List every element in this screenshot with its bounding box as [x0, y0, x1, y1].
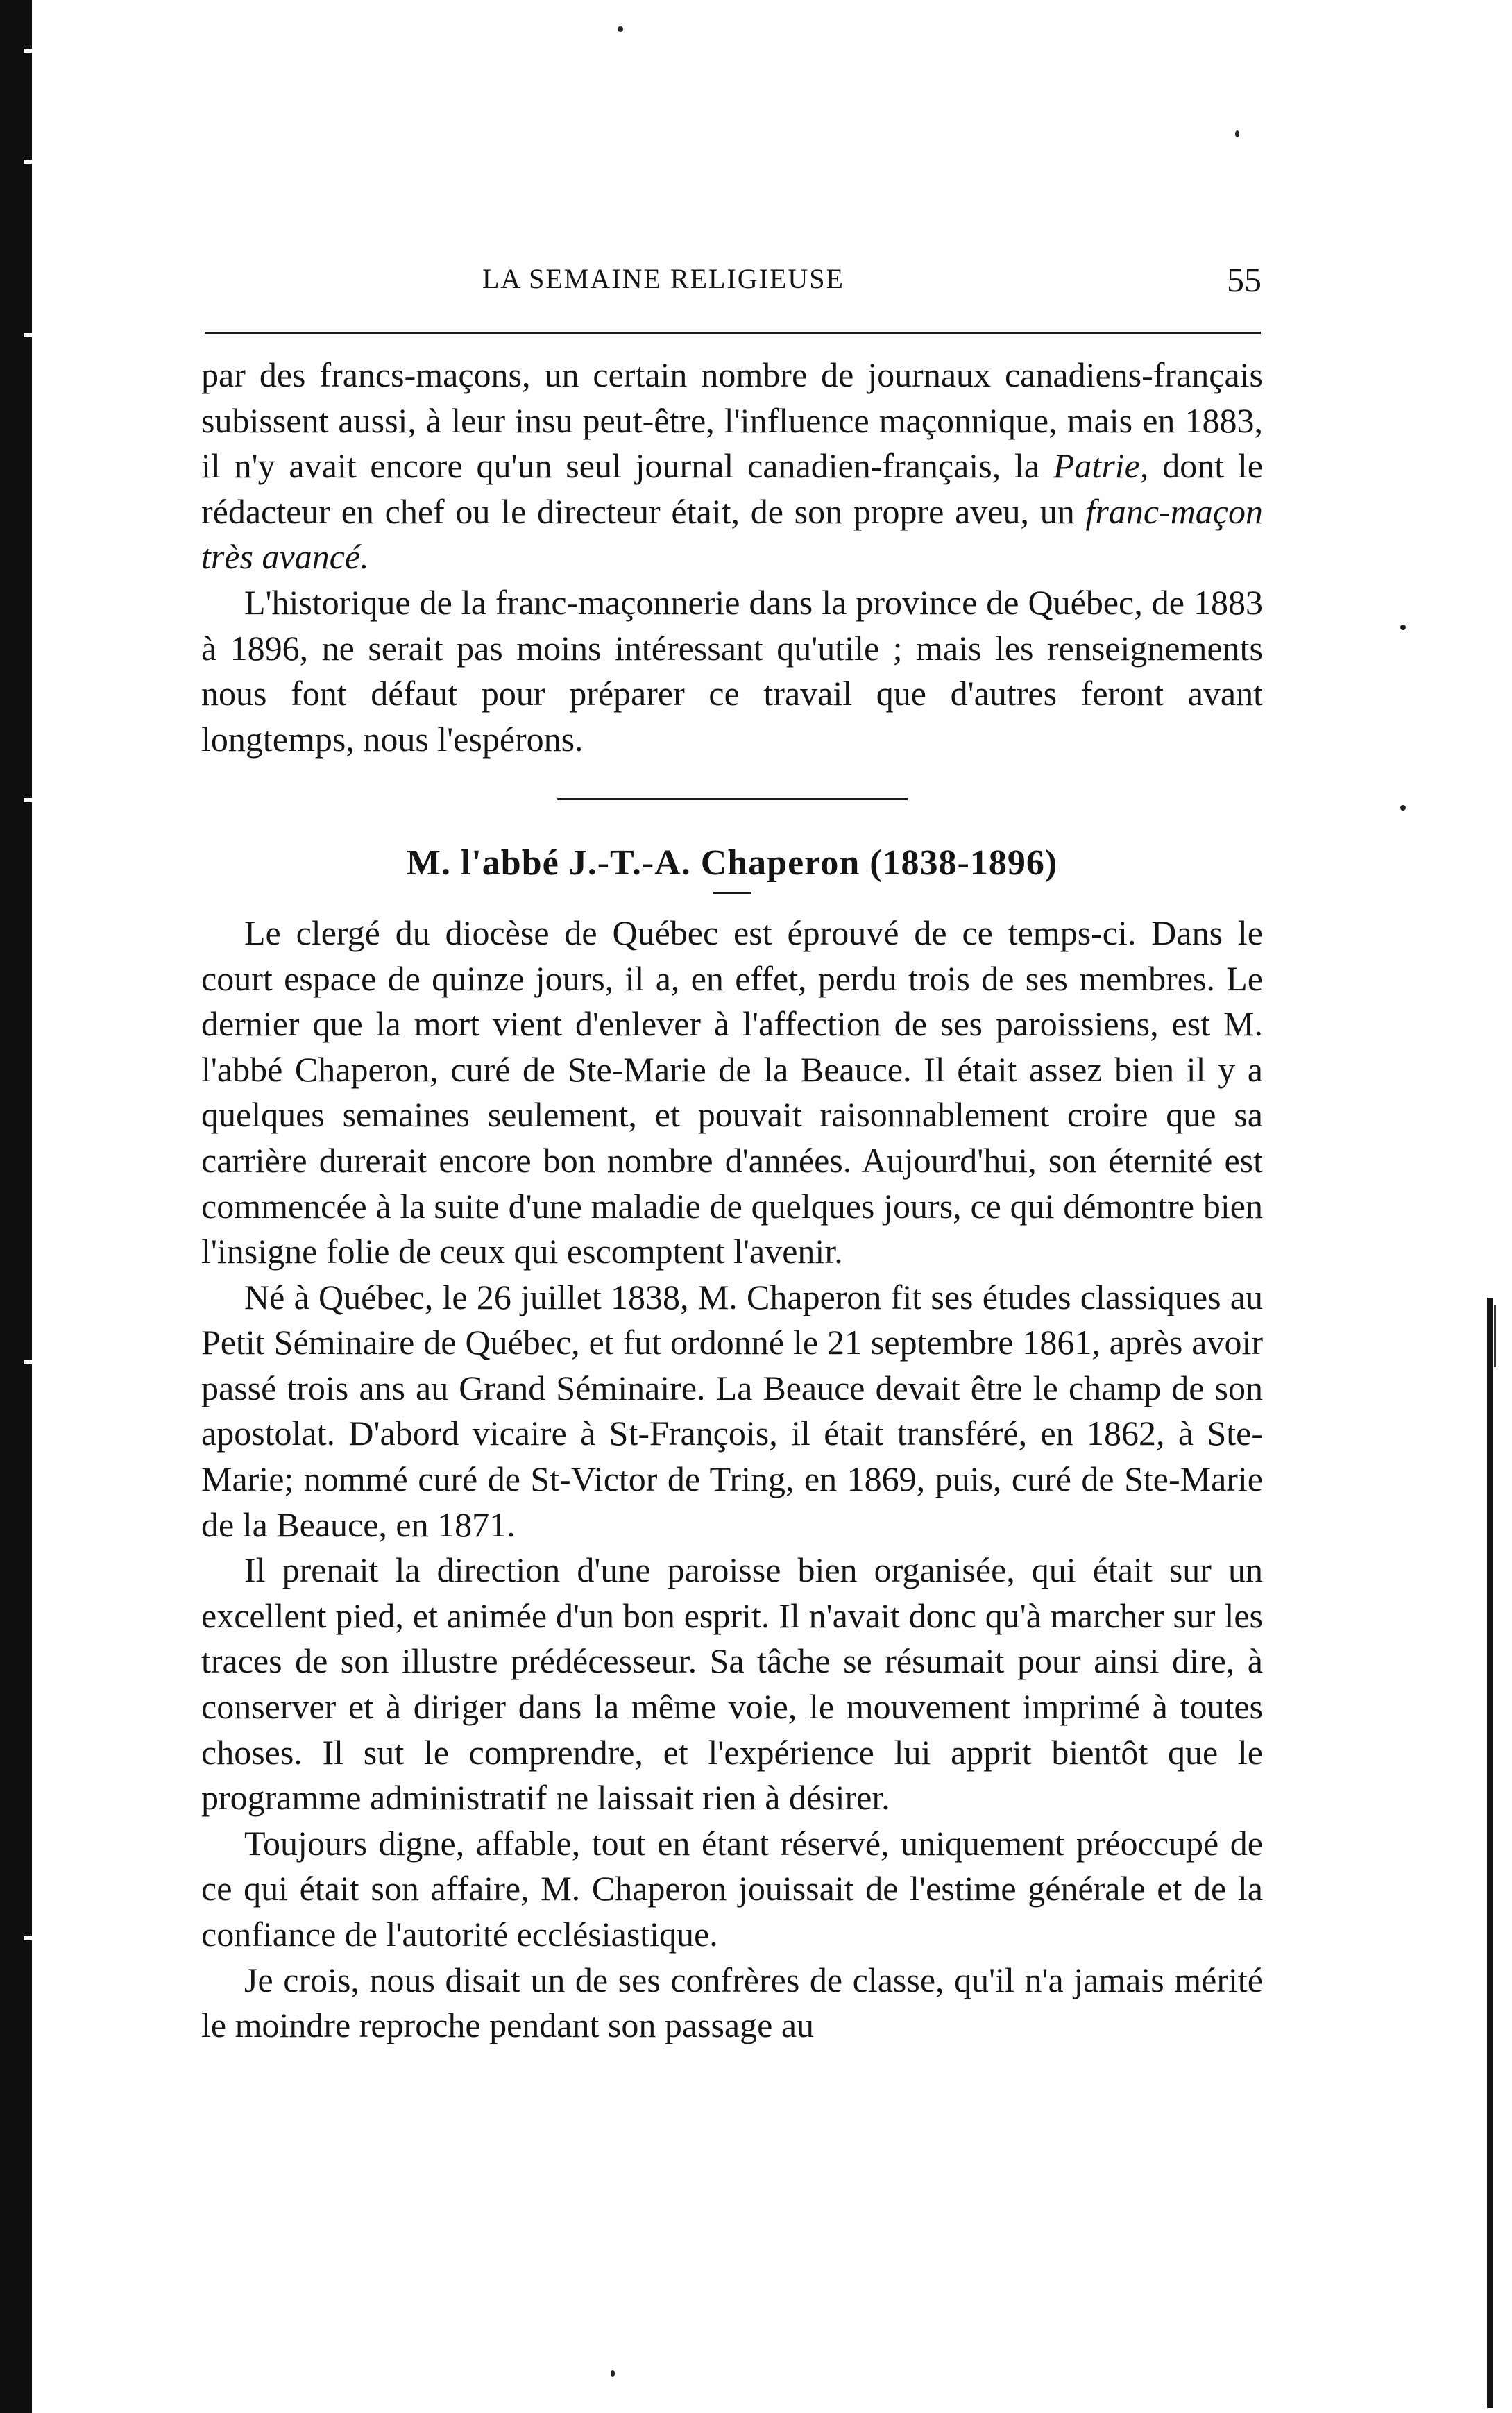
article-paragraph: Toujours digne, affable, tout en étant réservé, uniquement préoccupé de ce qui était son affaire, M. Chaperon jouissait de l'estime générale et de la confiance de l'autorité ecclésiastique.: [201, 1823, 1263, 1954]
section-divider: [557, 798, 908, 800]
scan-right-edge-mark-thin: [1494, 1305, 1496, 1367]
page-number: 55: [1227, 260, 1262, 299]
article-paragraph: Je crois, nous disait un de ses confrères de classe, qu'il n'a jamais mérité le moindre reproche pendant son passage au: [201, 1960, 1263, 2045]
scan-binding-edge: [0, 0, 32, 2413]
intro-paragraph: L'historique de la franc-maçonnerie dans la province de Québec, de 1883 à 1896, ne serait pas moins intéressant qu'utile ; mais les renseignements nous font défaut pour préparer ce travail que d'autres feront avant longtemps, nous l'espérons.: [201, 582, 1263, 759]
header-rule: [205, 332, 1261, 334]
scan-speck: [618, 26, 623, 32]
article-paragraph: Né à Québec, le 26 juillet 1838, M. Chaperon fit ses études classiques au Petit Séminaire de Québec, et fut ordonné le 21 septembre 1861, après avoir passé trois ans au Grand Séminaire. La Beauce devait être le champ de son apostolat. D'abord vicaire à St-François, il était transféré, en 1862, à Ste-Marie; nommé curé de St-Victor de Tring, en 1869, puis, curé de Ste-Marie de la Beauce, en 1871.: [201, 1277, 1263, 1544]
italic-franc-macon: franc-maçon très avancé.: [201, 491, 1263, 577]
italic-patrie: Patrie,: [1053, 446, 1149, 486]
article-title: M. l'abbé J.-T.-A. Chaperon (1838-1896): [406, 843, 1058, 883]
running-header: [208, 262, 1262, 311]
scan-speck: [1235, 130, 1239, 137]
scan-speck: [1400, 805, 1406, 811]
running-title: LA SEMAINE RELIGIEUSE: [482, 263, 844, 294]
intro-paragraph: par des francs-maçons, un certain nombre de journaux canadiens-français subissent aussi, à leur insu peut-être, l'influence maçonnique, mais en 1883, il n'y avait encore qu'un seul journal canadien-français, la Patrie, dont le rédacteur en chef ou le directeur était, de son propre aveu, un franc-maçon très avancé.: [201, 355, 1263, 577]
scan-speck: [611, 2370, 615, 2377]
title-dash: [713, 892, 751, 894]
article-paragraph: Le clergé du diocèse de Québec est éprouvé de ce temps-ci. Dans le court espace de quinze jours, il a, en effet, perdu trois de ses membres. Le dernier que la mort vient d'enlever à l'affection de ses paroissiens, est M. l'abbé Chaperon, curé de Ste-Marie de la Beauce. Il était assez bien il y a quelques semaines seulement, et pouvait raisonnablement croire que sa carrière durerait encore bon nombre d'années. Aujourd'hui, son éternité est commencée à la suite d'une maladie de quelques jours, ce qui démontre bien l'insigne folie de ceux qui escomptent l'avenir.: [201, 913, 1263, 1271]
scan-right-edge-mark: [1487, 1298, 1493, 2408]
scan-speck: [1400, 625, 1406, 630]
article-paragraph: Il prenait la direction d'une paroisse bien organisée, qui était sur un excellent pied, et animée d'un bon esprit. Il n'avait donc qu'à marcher sur les traces de son illustre prédécesseur. Sa tâche se résumait pour ainsi dire, à conserver et à diriger dans la même voie, le mouvement imprimé à toutes choses. Il sut le comprendre, et l'expérience lui apprit bientôt que le programme administratif ne laissait rien à désirer.: [201, 1550, 1263, 1818]
page-body: [201, 353, 1263, 2049]
